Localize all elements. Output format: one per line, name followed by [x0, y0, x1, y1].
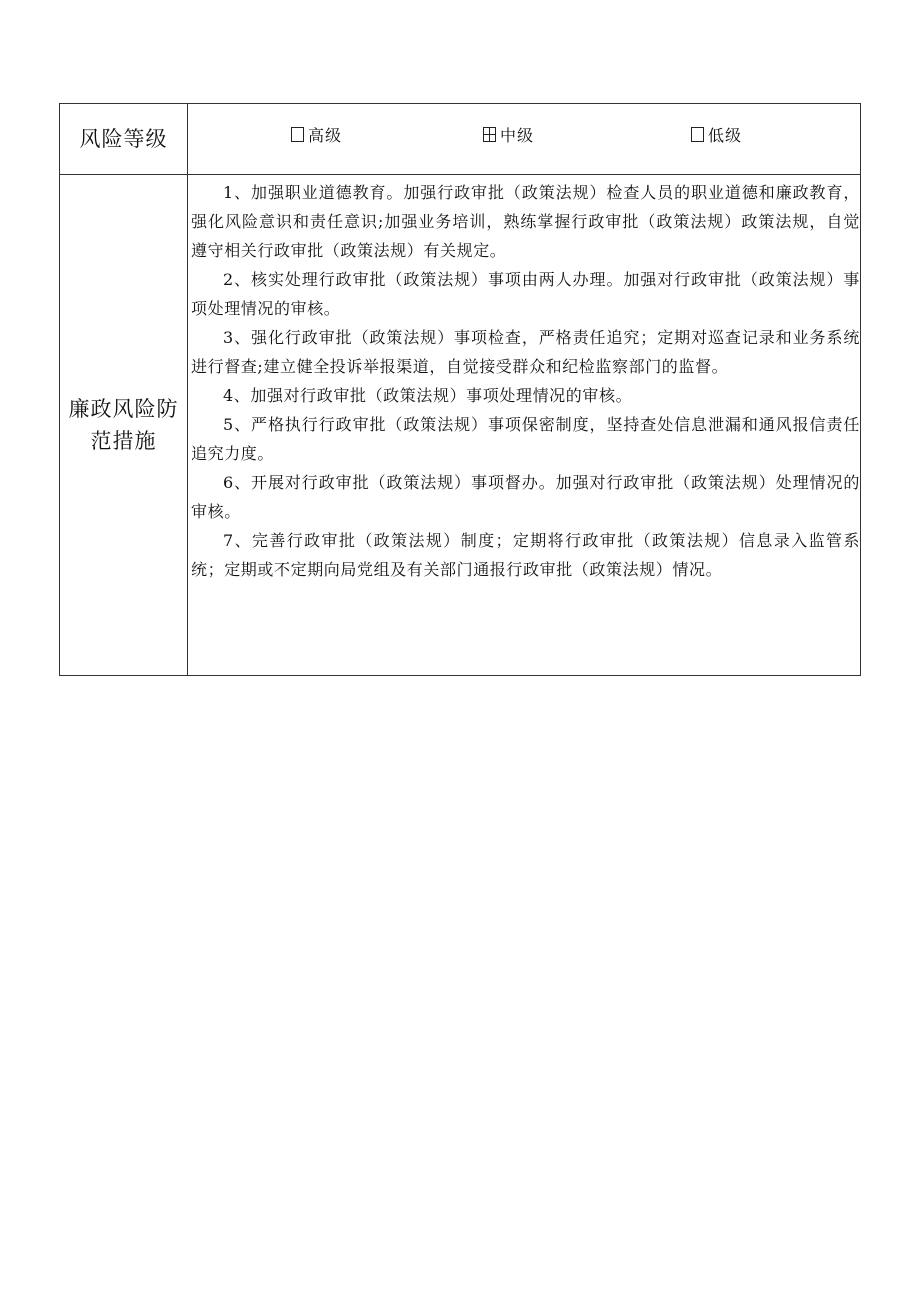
risk-level-row [60, 104, 861, 175]
option-mid [483, 123, 534, 146]
checkbox-mid-checked-icon [483, 127, 496, 142]
measure-item-5: 5、严格执行行政审批（政策法规）事项保密制度，坚持查处信息泄漏和通风报信责任追究力度。 [191, 415, 860, 463]
measures-list [188, 175, 860, 584]
measures-label-line1: 廉政风险防 [68, 397, 179, 421]
measure-item-6: 6、开展对行政审批（政策法规）事项督办。加强对行政审批（政策法规）处理情况的审核。 [191, 473, 860, 521]
option-mid-label: 中级 [500, 126, 535, 145]
measure-item-3: 3、强化行政审批（政策法规）事项检查，严格责任追究；定期对巡查记录和业务系统进行督查;建立健全投诉举报渠道，自觉接受群众和纪检监察部门的监督。 [191, 328, 860, 376]
measure-item-2: 2、核实处理行政审批（政策法规）事项由两人办理。加强对行政审批（政策法规）事项处理情况的审核。 [191, 270, 860, 318]
risk-level-label: 风险等级 [60, 104, 188, 175]
measure-item-4: 4、加强对行政审批（政策法规）事项处理情况的审核。 [223, 386, 633, 405]
measure-item-7: 7、完善行政审批（政策法规）制度；定期将行政审批（政策法规）信息录入监管系统；定期或不定期向局党组及有关部门通报行政审批（政策法规）情况。 [191, 531, 860, 579]
risk-level-options-cell [188, 104, 861, 175]
option-high [291, 123, 342, 146]
measures-label [60, 175, 188, 676]
option-low-label: 低级 [708, 126, 743, 145]
measures-row [60, 175, 861, 676]
risk-level-options [188, 104, 860, 174]
option-low [691, 123, 742, 146]
option-high-label: 高级 [308, 126, 343, 145]
measures-label-line2: 范措施 [90, 429, 157, 453]
risk-table [59, 103, 861, 676]
checkbox-high-icon [291, 127, 304, 142]
measures-content-cell [188, 175, 861, 676]
checkbox-low-icon [691, 127, 704, 142]
measure-item-1: 1、加强职业道德教育。加强行政审批（政策法规）检查人员的职业道德和廉政教育，强化风险意识和责任意识;加强业务培训，熟练掌握行政审批（政策法规）政策法规，自觉遵守相关行政审批（政策法规）有关规定。 [191, 183, 860, 260]
